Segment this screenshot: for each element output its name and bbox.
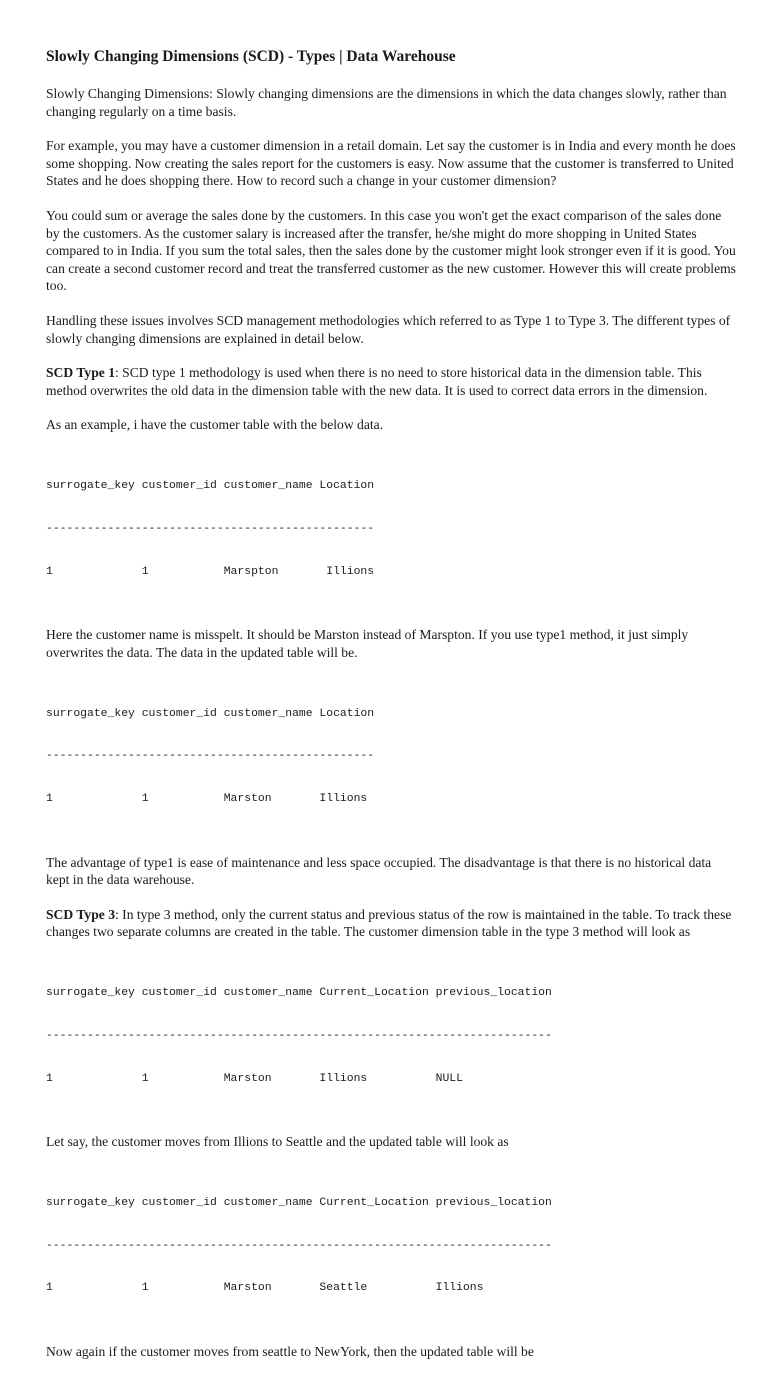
table-row: 1 1 Marston Illions NULL <box>46 1072 463 1085</box>
example-paragraph: For example, you may have a customer dimension in a retail domain. Let say the customer is in India and every month he does some shopping. Now creating the sales report for the customers is easy. Now assume that the customer is transferred to United States and he does shopping there. How to record such a change in your customer dimension? <box>46 138 736 189</box>
table-rule: -------------------------------------------------------------------------- <box>46 1239 552 1252</box>
type3-label: SCD Type 3 <box>46 906 115 922</box>
table-rule: -------------------------------------------------------------------------- <box>46 1029 552 1042</box>
table-header: surrogate_key customer_id customer_name Location <box>46 707 375 720</box>
document-page <box>46 47 736 1378</box>
moves-seattle-paragraph: Let say, the customer moves from Illions to Seattle and the updated table will look as <box>46 1134 509 1150</box>
table-type3-seattle <box>46 1168 736 1324</box>
table-type3-initial <box>46 958 736 1114</box>
table-row: 1 1 Marspton Illions <box>46 565 375 578</box>
misspelt-paragraph: Here the customer name is misspelt. It should be Marston instead of Marspton. If you use type1 method, it just simply overwrites the data. The data in the updated table will be. <box>46 627 689 660</box>
type3-text: : In type 3 method, only the current status and previous status of the row is maintained in the table. To track these changes two separate columns are created in the table. The customer dimension table in the type 3 method will look as <box>46 906 732 940</box>
type1-paragraph <box>46 364 736 399</box>
advantage-paragraph: The advantage of type1 is ease of maintenance and less space occupied. The disadvantage is that there is no historical data kept in the data warehouse. <box>46 854 712 888</box>
table-rule: ------------------------------------------------ <box>46 750 375 763</box>
table-row: 1 1 Marston Illions <box>46 792 368 805</box>
table-rule: ------------------------------------------------ <box>46 522 375 535</box>
document-title: Slowly Changing Dimensions (SCD) - Types | Data Warehouse <box>46 48 456 65</box>
table-type1-updated <box>46 678 736 834</box>
type3-paragraph <box>46 906 736 941</box>
table-header: surrogate_key customer_id customer_name Current_Location previous_location <box>46 987 552 1000</box>
type1-text: : SCD type 1 methodology is used when there is no need to store historical data in the dimension table. This method overwrites the old data in the dimension table with the new data. It is used to correct data errors in the dimension. <box>46 365 708 398</box>
table-original <box>46 451 736 607</box>
sum-paragraph: You could sum or average the sales done by the customers. In this case you won't get the exact comparison of the sales done by the customers. As the customer salary is increased after the transfer, he/she might do more shopping in United States compared to in India. If you sum the total sales, then the sales done by the customer might look stronger even if it is good. You can create a second customer record and treat the transferred customer as the new customer. However this will create problems too. <box>46 207 736 294</box>
handling-paragraph: Handling these issues involves SCD management methodologies which referred to as Type 1 to Type 3. The different types of slowly changing dimensions are explained in detail below. <box>46 312 731 346</box>
moves-newyork-paragraph: Now again if the customer moves from seattle to NewYork, then the updated table will be <box>46 1344 534 1359</box>
intro-paragraph: Slowly Changing Dimensions: Slowly changing dimensions are the dimensions in which the data changes slowly, rather than changing regularly on a time basis. <box>46 86 727 119</box>
as-example-paragraph: As an example, i have the customer table with the below data. <box>46 417 384 433</box>
type1-label: SCD Type 1 <box>46 365 115 381</box>
table-header: surrogate_key customer_id customer_name Current_Location previous_location <box>46 1197 552 1210</box>
table-row: 1 1 Marston Seattle Illions <box>46 1282 484 1295</box>
table-header: surrogate_key customer_id customer_name Location <box>46 480 375 493</box>
